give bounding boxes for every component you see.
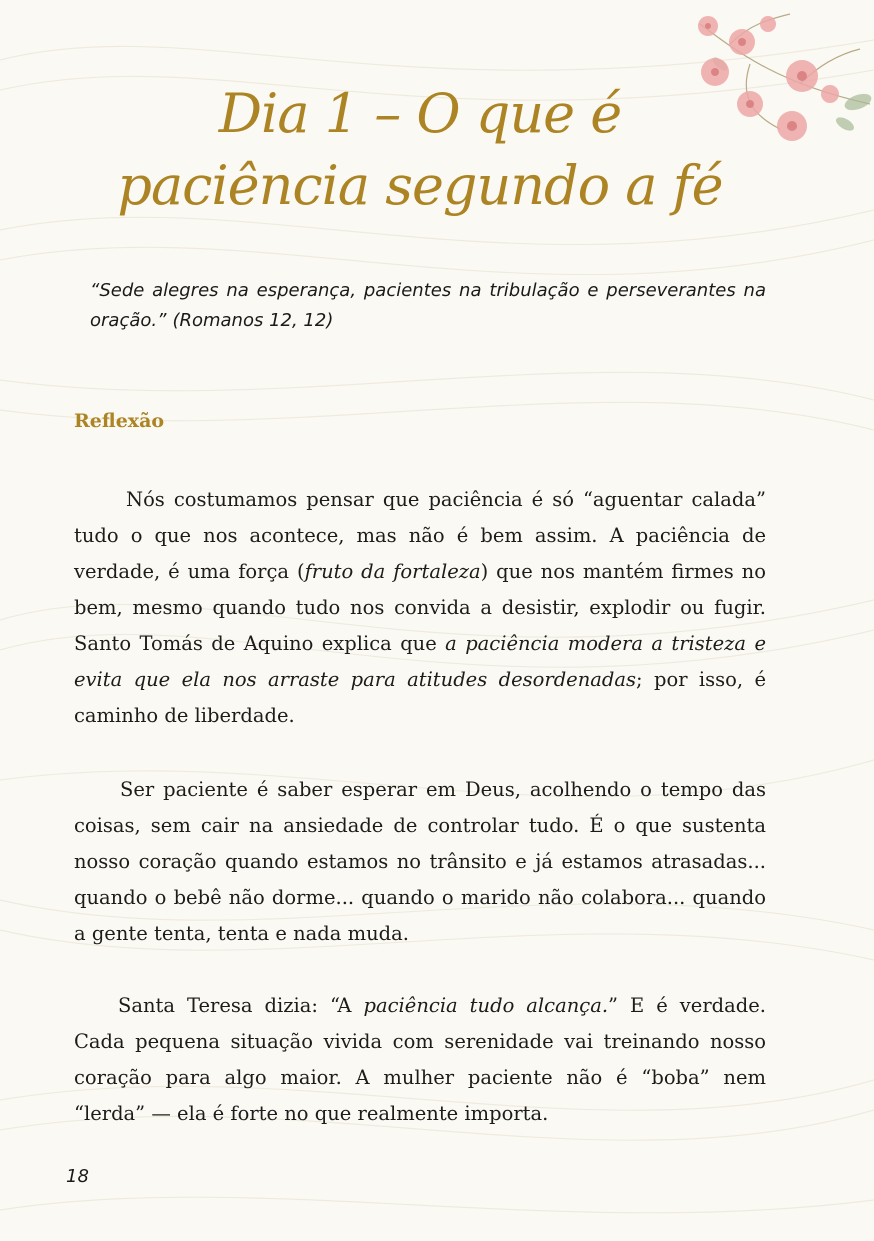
page-title-line-2: paciência segundo a fé [117, 154, 723, 217]
paragraph-1-text-e: ; por isso, é caminho de liberdade. [74, 668, 766, 727]
paragraph-3 [74, 988, 766, 1132]
bible-quote [90, 276, 766, 336]
paragraph-3-emphasis: paciência tudo alcança. [363, 994, 609, 1017]
paragraph-1 [74, 482, 766, 734]
page-number: 18 [66, 1166, 89, 1187]
paragraph-1-emphasis-1: fruto da fortaleza [304, 560, 481, 583]
page-title-line-1: Dia 1 – O que é [218, 82, 622, 145]
bible-quote-reference: (Romanos 12, 12) [172, 310, 334, 331]
section-heading: Reflexão [74, 410, 165, 432]
paragraph-2: Ser paciente é saber esperar em Deus, acolhendo o tempo das coisas, sem cair na ansiedade de controlar tudo. É o que sustenta nosso coração quando estamos no trânsito e já estamos atrasadas... quando o bebê não dorme... quando o marido não colabora... quando a gente tenta, tenta e nada muda. [74, 778, 766, 945]
page-title [90, 78, 750, 222]
paragraph-3-text-c: ” E é verdade. Cada pequena situação vivida com serenidade vai treinando nosso coração para algo maior. A mulher paciente não é “boba” nem “lerda” — ela é forte no que realmente importa. [74, 994, 766, 1125]
bible-quote-text: “Sede alegres na esperança, pacientes na tribulação e perseverantes na oração.” [90, 280, 766, 331]
paragraph-1-text-a: Nós costumamos pensar que paciência é só “aguentar calada” tudo o que nos acontece, mas não é bem assim. A paciência de verdade, é uma força ( [74, 488, 766, 583]
paragraph-3-text-a: Santa Teresa dizia: “A [118, 994, 364, 1017]
paragraph-1-emphasis-2: a paciência modera a tristeza e evita que ela nos arraste para atitudes desordenadas [74, 632, 766, 691]
paragraph-1-text-c: ) que nos mantém firmes no bem, mesmo quando tudo nos convida a desistir, explodir ou fugir. Santo Tomás de Aquino explica que [74, 560, 766, 655]
